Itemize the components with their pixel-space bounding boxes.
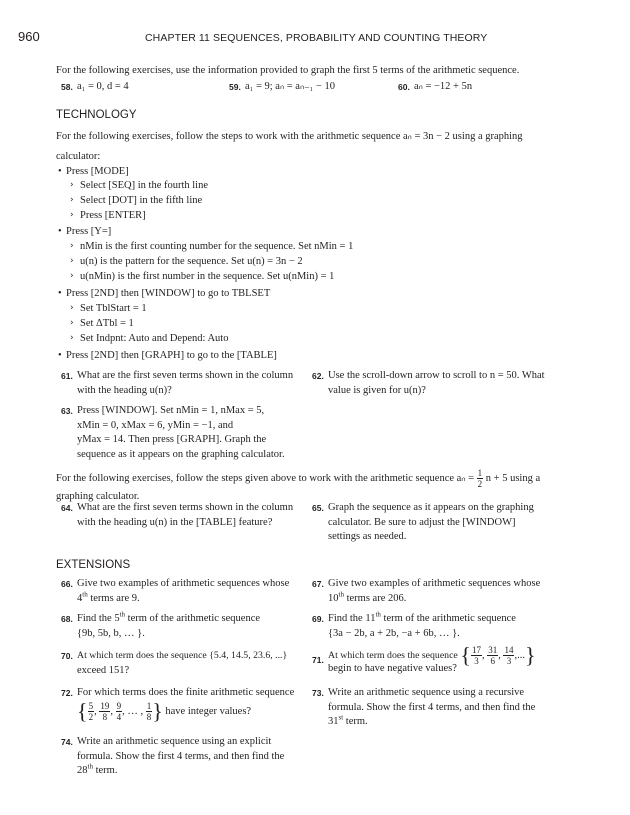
fraction — [503, 645, 514, 666]
intro-follow-steps — [56, 468, 596, 504]
denominator: 6 — [490, 656, 495, 666]
ordinal-suffix: st — [338, 713, 344, 722]
exercise-line — [312, 592, 572, 607]
exercise-line: xMin = 0, xMax = 6, yMin = −1, and — [77, 419, 234, 431]
denominator: 2 — [477, 479, 483, 489]
ordinal-rest: term. — [343, 716, 368, 727]
exercise-63 — [61, 404, 311, 462]
technology-intro-line2: calculator: — [56, 151, 101, 162]
fraction — [88, 701, 95, 722]
exercise-line: with the heading u(n) in the [TABLE] feature? — [77, 516, 273, 528]
exercise-number: 63. — [61, 406, 73, 416]
step-sub: › Set Indpnt: Auto and Depend: Auto — [80, 331, 228, 346]
step-bullet: • Press [Y=] — [66, 224, 111, 239]
exercise-number: 70. — [61, 651, 73, 661]
exercise-number: 65. — [312, 503, 324, 513]
text-part: Find the 5 — [77, 613, 120, 624]
numerator: 9 — [116, 700, 122, 711]
exercise-number: 61. — [61, 371, 73, 381]
text-part: have integer values? — [165, 705, 252, 717]
numerator: 1 — [146, 700, 152, 711]
step-sub: › u(n) is the pattern for the sequence. Set u(n) = 3n − 2 — [80, 254, 303, 269]
left-brace: { — [77, 698, 88, 723]
exercise-line: Write an arithmetic sequence using an explicit — [77, 736, 272, 747]
ordinal-rest: terms are 9. — [87, 592, 140, 604]
exercise-line — [61, 592, 311, 607]
step-sub: › Select [SEQ] in the fourth line — [80, 178, 208, 193]
exercise-line: At which term does the sequence { $\frac{17}{3}$ , $\frac{31}{6}$ , $\frac{14}{3}$ ,...} — [328, 642, 536, 668]
exercise-line: What are the first seven terms shown in the column — [77, 502, 294, 513]
exercise-line: At which term does the sequence {5.4, 14.5, 23.6, ...} — [77, 650, 288, 661]
text-part: term of the arithmetic sequence — [380, 613, 516, 624]
exercise-text: aₙ = −12 + 5n — [414, 81, 473, 92]
exercise-line — [312, 715, 572, 730]
exercise-number: 64. — [61, 503, 73, 513]
exercise-73 — [312, 686, 572, 730]
exercise-line — [61, 612, 311, 627]
exercise-68 — [61, 612, 311, 641]
exercise-line: { $\frac{5}{2}$ , $\frac{19}{8}$ , $\frac{9}{4}$ , … , $\frac{1}{8}$ } have integer values? — [77, 698, 252, 723]
chapter-header — [145, 31, 487, 46]
exercise-72 — [61, 686, 311, 722]
ordinal-number: 28 — [77, 765, 88, 776]
denominator: 3 — [474, 656, 479, 666]
exercise-number: 69. — [312, 614, 324, 624]
exercise-line: Press [WINDOW]. Set nMin = 1, nMax = 5, — [77, 405, 265, 416]
step-bullet: • Press [MODE] — [66, 164, 129, 179]
denominator: 3 — [506, 656, 512, 666]
exercise-59 — [229, 80, 335, 95]
intro-text: n + 5 using a — [485, 472, 541, 484]
technology-intro — [56, 127, 596, 167]
intro-graph-terms: For the following exercises, use the information provided to graph the first 5 terms of the arithmetic sequence. — [56, 65, 520, 76]
fraction — [471, 645, 482, 666]
exercise-line: {3a − 2b, a + 2b, −a + 6b, … }. — [328, 627, 460, 639]
exercise-line — [312, 612, 572, 627]
exercise-line: Give two examples of arithmetic sequences whose — [77, 578, 290, 589]
step-sub: › Press [ENTER] — [80, 208, 146, 223]
step-sub: › Select [DOT] in the fifth line — [80, 193, 202, 208]
denominator: 4 — [116, 711, 122, 722]
exercise-line: Graph the sequence as it appears on the graphing — [328, 502, 534, 513]
exercise-60 — [398, 80, 472, 95]
exercise-line: yMax = 14. Then press [GRAPH]. Graph the — [77, 434, 267, 445]
numerator: 31 — [488, 645, 498, 655]
exercise-69 — [312, 612, 572, 641]
ordinal-suffix: th — [375, 610, 381, 619]
denominator: 8 — [102, 711, 108, 722]
ordinal-number: 31 — [328, 716, 339, 727]
chapter-title: SEQUENCES, PROBABILITY AND COUNTING THEORY — [213, 32, 488, 44]
text-part: Find the 11 — [328, 613, 376, 624]
exercise-number: 71. — [312, 655, 324, 665]
intro-text: For the following exercises, follow the steps given above to work with the arithmetic sequence aₙ = — [56, 472, 475, 484]
exercise-number: 68. — [61, 614, 73, 624]
exercise-line: formula. Show the first 4 terms, and then find the — [77, 750, 285, 762]
numerator: 19 — [100, 700, 110, 711]
fraction — [487, 645, 498, 666]
exercise-line: formula. Show the first 4 terms, and then find the — [328, 701, 536, 713]
step-sub: › u(nMin) is the first number in the sequence. Set u(nMin) = 1 — [80, 269, 334, 284]
ordinal-suffix: th — [82, 590, 88, 598]
exercise-line: Use the scroll-down arrow to scroll to n = 50. What — [328, 370, 545, 381]
exercise-line — [61, 764, 311, 779]
exercise-65 — [312, 501, 572, 545]
left-brace: { — [460, 642, 471, 668]
exercise-64 — [61, 501, 311, 530]
exercise-line: Write an arithmetic sequence using a recursive — [328, 687, 525, 698]
text-part: At which term does the sequence — [328, 649, 458, 661]
exercise-line: Give two examples of arithmetic sequences whose — [328, 578, 541, 589]
fraction — [477, 468, 484, 489]
exercise-line: calculator. Be sure to adjust the [WINDOW] — [328, 516, 516, 528]
numerator: 14 — [504, 645, 514, 655]
numerator: 1 — [477, 468, 483, 478]
exercise-line: What are the first seven terms shown in the column — [77, 370, 294, 381]
chapter-label: CHAPTER 11 — [145, 32, 210, 44]
exercise-62 — [312, 369, 572, 398]
step-bullet: • Press [2ND] then [GRAPH] to go to the [TABLE] — [66, 348, 277, 363]
exercise-74 — [61, 735, 311, 779]
exercise-58 — [61, 80, 129, 95]
exercise-number: 66. — [61, 579, 73, 589]
ordinal-number: 4 — [77, 592, 83, 604]
exercise-text: a₁ = 9; aₙ = aₙ₋₁ − 10 — [245, 81, 336, 92]
exercise-line: begin to have negative values? — [328, 663, 457, 674]
exercise-number: 67. — [312, 579, 324, 589]
exercise-number: 58. — [61, 82, 73, 92]
fraction — [99, 701, 110, 722]
ordinal-suffix: th — [338, 590, 344, 598]
numerator: 17 — [471, 645, 481, 655]
text-part: term of the arithmetic sequence — [125, 613, 261, 624]
denominator: 2 — [88, 711, 94, 722]
exercise-line: exceed 151? — [77, 664, 130, 676]
exercise-line: value is given for u(n)? — [328, 384, 426, 396]
exercise-line: For which terms does the finite arithmetic sequence — [77, 687, 295, 698]
denominator: 8 — [146, 711, 152, 722]
exercise-70 — [61, 649, 311, 678]
exercise-line: sequence as it appears on the graphing calculator. — [77, 448, 285, 460]
exercise-number: 62. — [312, 371, 324, 381]
exercise-number: 73. — [312, 688, 324, 698]
numerator: 5 — [88, 700, 94, 711]
technology-intro-line1: For the following exercises, follow the steps to work with the arithmetic sequence aₙ = 3n − 2 using a graphing — [56, 131, 523, 142]
step-sub: › Set ΔTbl = 1 — [80, 316, 134, 331]
step-bullet: • Press [2ND] then [WINDOW] to go to TBLSET — [66, 286, 270, 301]
exercise-line: with the heading u(n)? — [77, 384, 172, 396]
exercise-number: 74. — [61, 737, 73, 747]
ordinal-rest: term. — [92, 765, 118, 776]
right-brace: } — [152, 698, 163, 723]
exercise-61 — [61, 369, 311, 398]
exercise-number: 60. — [398, 82, 410, 92]
exercise-number: 59. — [229, 82, 241, 92]
step-sub: › Set TblStart = 1 — [80, 301, 147, 316]
exercise-66 — [61, 577, 311, 606]
page-number: 960 — [18, 29, 40, 44]
fraction — [116, 701, 123, 722]
exercise-number: 72. — [61, 688, 73, 698]
section-heading-technology: TECHNOLOGY — [56, 109, 137, 121]
exercise-line: {9b, 5b, b, … }. — [77, 627, 145, 639]
intro-text: graphing calculator. — [56, 491, 140, 502]
ordinal-rest: terms are 206. — [343, 592, 407, 604]
ordinal-suffix: th — [87, 762, 93, 771]
step-sub: › nMin is the first counting number for the sequence. Set nMin = 1 — [80, 239, 353, 254]
ordinal-suffix: th — [119, 610, 126, 619]
right-brace: } — [524, 642, 536, 668]
section-heading-extensions: EXTENSIONS — [56, 559, 131, 571]
exercise-line: settings as needed. — [328, 531, 407, 542]
exercise-71 — [312, 642, 592, 677]
exercise-text: a₁ = 0, d = 4 — [77, 81, 129, 92]
ordinal-number: 10 — [328, 592, 339, 604]
exercise-67 — [312, 577, 572, 606]
